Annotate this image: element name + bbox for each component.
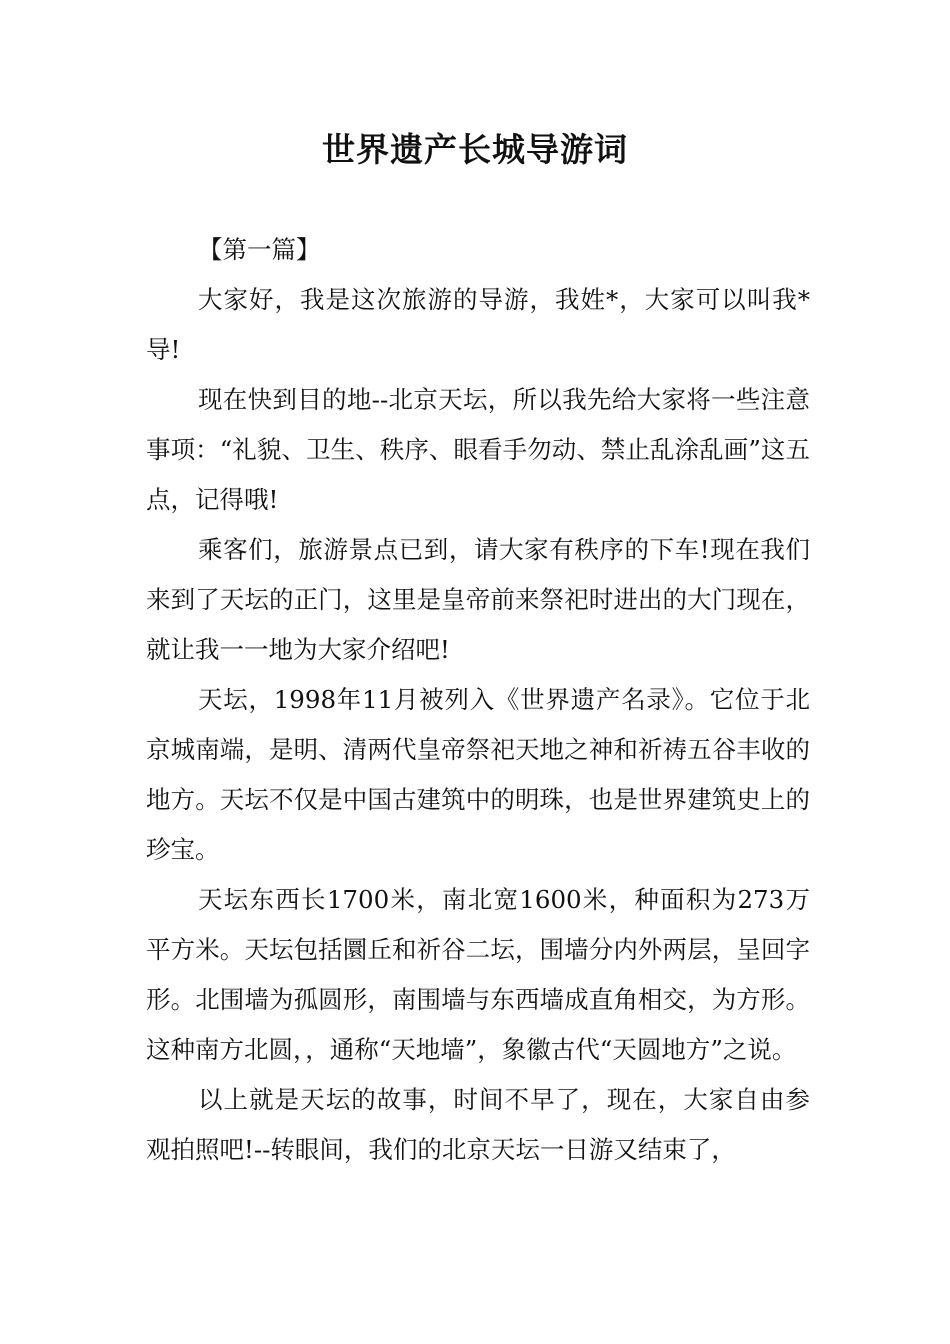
paragraph-arrival: 乘客们，旅游景点已到，请大家有秩序的下车!现在我们来到了天坛的正门，这里是皇帝前来祭祀时进出的大门现在，就让我一一地为大家介绍吧! bbox=[146, 535, 810, 664]
paragraph-dimensions: 天坛东西长1700米，南北宽1600米，种面积为273万平方米。天坛包括圜丘和祈谷二坛，围墙分内外两层，呈回字形。北围墙为孤圆形，南围墙与东西墙成直角相交，为方形。这种南方北圆，，通称“天地墙”，象徽古代“天圆地方”之说。 bbox=[146, 885, 810, 1064]
document-title: 世界遗产长城导游词 bbox=[322, 130, 628, 169]
paragraph-greeting: 大家好，我是这次旅游的导游，我姓*，大家可以叫我*导! bbox=[146, 285, 810, 364]
paragraph-notices: 现在快到目的地--北京天坛，所以我先给大家将一些注意事项：“礼貌、卫生、秩序、眼看手勿动、禁止乱涂乱画”这五点，记得哦! bbox=[146, 385, 810, 514]
paragraph-closing: 以上就是天坛的故事，时间不早了，现在，大家自由参观拍照吧!--转眼间，我们的北京天坛一日游又结束了， bbox=[146, 1085, 810, 1164]
section-heading: 【第一篇】 bbox=[198, 235, 321, 264]
paragraph-history: 天坛，1998年11月被列入《世界遗产名录》。它位于北京城南端，是明、清两代皇帝祭祀天地之神和祈祷五谷丰收的地方。天坛不仅是中国古建筑中的明珠，也是世界建筑史上的珍宝。 bbox=[146, 685, 810, 864]
document-body bbox=[146, 225, 810, 1175]
